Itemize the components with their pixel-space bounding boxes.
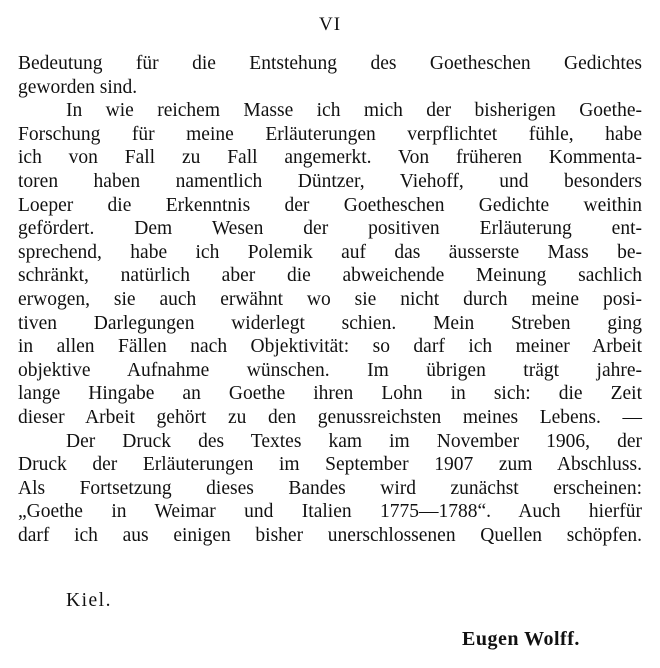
text-line: Als Fortsetzung dieses Bandes wird zunächst erscheinen: bbox=[18, 477, 642, 499]
page-number: VI bbox=[318, 14, 342, 35]
paragraph-2 bbox=[18, 99, 642, 429]
text-line: ich von Fall zu Fall angemerkt. Von früheren Kommenta- bbox=[18, 147, 642, 169]
text-line: sprechend, habe ich Polemik auf das äusserste Mass be- bbox=[18, 241, 642, 263]
text-line: Druck der Erläuterungen im September 1907 zum Abschluss. bbox=[18, 454, 642, 476]
text-line: Der Druck des Textes kam im November 1906, der bbox=[66, 430, 642, 452]
text-line: darf ich aus einigen bisher unerschlossenen Quellen schöpfen. bbox=[18, 524, 642, 546]
text-line: toren haben namentlich Düntzer, Viehoff, und besonders bbox=[18, 170, 642, 192]
paragraph-3 bbox=[18, 430, 642, 548]
text-line: objektive Aufnahme wünschen. Im übrigen trägt jahre- bbox=[18, 359, 642, 381]
text-line: dieser Arbeit gehört zu den genussreichsten meines Lebens. — bbox=[18, 406, 642, 428]
author-signature: Eugen Wolff. bbox=[462, 628, 580, 650]
text-line: gefördert. Dem Wesen der positiven Erläuterung ent- bbox=[18, 218, 642, 240]
body-text bbox=[18, 52, 642, 547]
text-line: „Goethe in Weimar und Italien 1775—1788“. Auch hierfür bbox=[18, 501, 642, 523]
text-line: In wie reichem Masse ich mich der bisherigen Goethe- bbox=[66, 100, 642, 122]
text-line: erwogen, sie auch erwähnt wo sie nicht durch meine posi- bbox=[18, 288, 642, 310]
text-line: geworden sind. bbox=[18, 76, 138, 98]
paragraph-1 bbox=[18, 52, 642, 99]
text-line: lange Hingabe an Goethe ihren Lohn in sich: die Zeit bbox=[18, 383, 642, 405]
place-line: Kiel. bbox=[66, 590, 112, 611]
text-line: Forschung für meine Erläuterungen verpflichtet fühle, habe bbox=[18, 123, 642, 145]
text-line: tiven Darlegungen widerlegt schien. Mein Streben ging bbox=[18, 312, 642, 334]
text-line: Loeper die Erkenntnis der Goetheschen Gedichte weithin bbox=[18, 194, 642, 216]
text-line: schränkt, natürlich aber die abweichende Meinung sachlich bbox=[18, 265, 642, 287]
text-line: in allen Fällen nach Objektivität: so darf ich meiner Arbeit bbox=[18, 336, 642, 358]
text-line: Bedeutung für die Entstehung des Goetheschen Gedichtes bbox=[18, 53, 642, 74]
